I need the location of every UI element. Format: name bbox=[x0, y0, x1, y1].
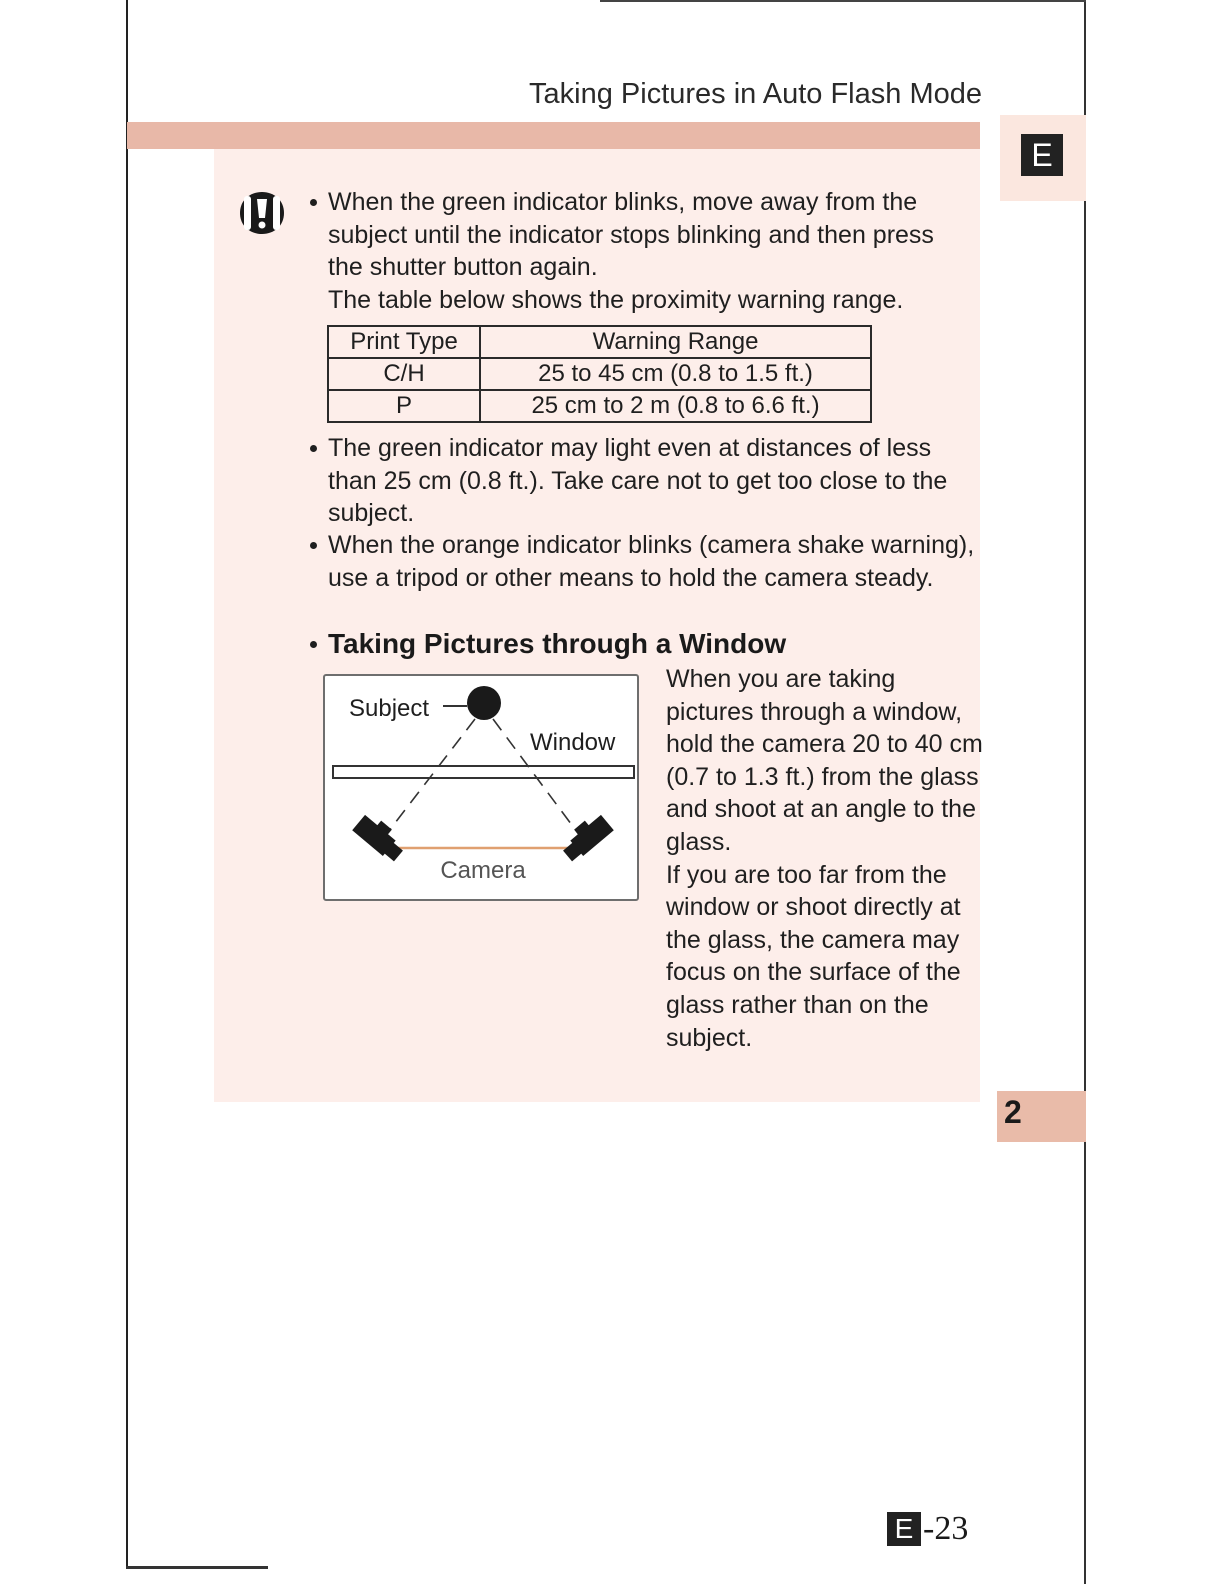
section-heading bbox=[310, 627, 975, 661]
table-row bbox=[328, 358, 871, 390]
window-label: Window bbox=[530, 729, 616, 756]
table-intro: The table below shows the proximity warning range. bbox=[328, 285, 904, 314]
window-instructions bbox=[666, 663, 986, 1054]
subject-label: Subject bbox=[349, 695, 430, 722]
camera-right-icon bbox=[557, 810, 614, 863]
page-top-edge bbox=[600, 0, 1086, 2]
chapter-number: 2 bbox=[1004, 1094, 1022, 1130]
table-cell: C/H bbox=[328, 358, 480, 390]
table-header-row bbox=[328, 326, 871, 358]
caution-icon bbox=[238, 190, 286, 236]
table-cell: 25 cm to 2 m (0.8 to 6.6 ft.) bbox=[480, 390, 871, 422]
section-heading-text: Taking Pictures through a Window bbox=[310, 627, 975, 661]
window-para-1: When you are taking pictures through a window, hold the camera 20 to 40 cm (0.7 to 1.3 ft.) from the glass and shoot at an angle to the glass. bbox=[666, 665, 983, 856]
camera-left-icon bbox=[352, 810, 409, 863]
table-header-print-type: Print Type bbox=[328, 326, 480, 358]
window-diagram-svg bbox=[325, 676, 641, 903]
table-row bbox=[328, 390, 871, 422]
caution-text-2 bbox=[310, 432, 975, 530]
bullet-green-blink: When the green indicator blinks, move away from the subject until the indicator stops blinking and then press the shutter button again. bbox=[310, 186, 975, 284]
caution-text-1 bbox=[310, 186, 975, 316]
language-badge: E bbox=[1021, 134, 1063, 176]
page-right-edge bbox=[1084, 0, 1086, 1584]
page-bottom-edge bbox=[126, 1566, 268, 1569]
page-left-edge bbox=[126, 0, 128, 1568]
header-band bbox=[127, 122, 980, 149]
camera-label: Camera bbox=[440, 857, 526, 884]
caution-text-3 bbox=[310, 529, 975, 594]
page-title: Taking Pictures in Auto Flash Mode bbox=[529, 78, 982, 110]
bullet-close-distance: The green indicator may light even at distances of less than 25 cm (0.8 ft.). Take care not to get too close to the subject. bbox=[310, 432, 975, 530]
table-cell: 25 to 45 cm (0.8 to 1.5 ft.) bbox=[480, 358, 871, 390]
window-pane bbox=[333, 766, 634, 778]
page-number-badge: E bbox=[887, 1512, 921, 1546]
table-header-warning-range: Warning Range bbox=[480, 326, 871, 358]
proximity-warning-table bbox=[327, 325, 872, 423]
window-diagram bbox=[323, 674, 639, 901]
page-number-text: -23 bbox=[923, 1510, 969, 1547]
table-cell: P bbox=[328, 390, 480, 422]
bullet-camera-shake: When the orange indicator blinks (camera shake warning), use a tripod or other means to hold the camera steady. bbox=[310, 529, 975, 594]
window-para-2: If you are too far from the window or shoot directly at the glass, the camera may focus on the surface of the glass rather than on the subject. bbox=[666, 860, 961, 1052]
subject-icon bbox=[467, 686, 501, 720]
page-number bbox=[887, 1510, 968, 1548]
